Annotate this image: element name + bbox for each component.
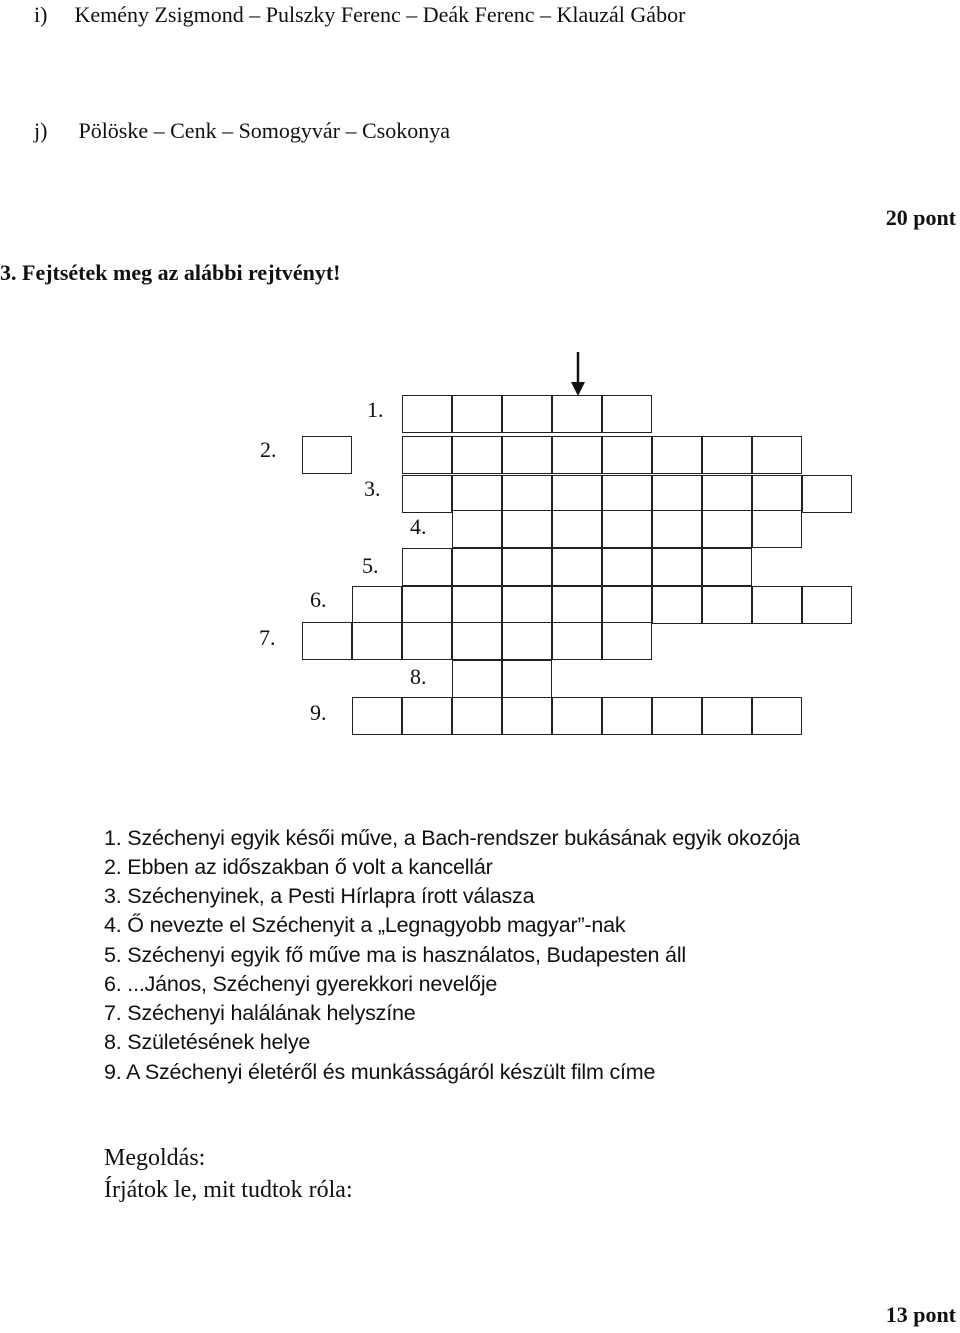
crossword-cell[interactable] xyxy=(602,475,652,513)
crossword-cell[interactable] xyxy=(602,510,652,548)
crossword-cell[interactable] xyxy=(402,395,452,433)
row-number-9: 9. xyxy=(310,700,327,725)
crossword-cell[interactable] xyxy=(452,510,502,548)
crossword-cell[interactable] xyxy=(602,622,652,660)
crossword-cell[interactable] xyxy=(702,697,752,735)
crossword-cell[interactable] xyxy=(452,660,502,698)
crossword-cell[interactable] xyxy=(402,622,452,660)
crossword-cell[interactable] xyxy=(652,548,702,586)
row-number-7: 7. xyxy=(259,625,276,650)
row-number-3: 3. xyxy=(364,476,381,501)
crossword-cell[interactable] xyxy=(452,697,502,735)
option-j xyxy=(34,118,450,144)
crossword-cell[interactable] xyxy=(502,586,552,624)
crossword-cell[interactable] xyxy=(802,475,852,513)
row-number-8: 8. xyxy=(410,664,427,689)
crossword-cell[interactable] xyxy=(652,697,702,735)
crossword-cell[interactable] xyxy=(552,622,602,660)
row-number-6: 6. xyxy=(310,587,327,612)
option-label: i) xyxy=(34,2,48,27)
crossword-cell[interactable] xyxy=(552,586,602,624)
crossword-cell[interactable] xyxy=(502,697,552,735)
crossword-cell[interactable] xyxy=(402,436,452,474)
crossword-cell[interactable] xyxy=(552,510,602,548)
crossword-cell[interactable] xyxy=(352,697,402,735)
crossword-cell[interactable] xyxy=(652,586,702,624)
crossword-cell[interactable] xyxy=(302,622,352,660)
crossword-cell[interactable] xyxy=(552,697,602,735)
crossword-cell[interactable] xyxy=(452,395,502,433)
down-arrow-icon xyxy=(566,350,590,400)
crossword-cell[interactable] xyxy=(652,436,702,474)
clue-1: 1. Széchenyi egyik késői műve, a Bach-rendszer bukásának egyik okozója xyxy=(104,826,800,850)
write-label: Írjátok le, mit tudtok róla: xyxy=(104,1177,353,1203)
clue-5: 5. Széchenyi egyik fő műve ma is használatos, Budapesten áll xyxy=(104,943,686,967)
points-label-top: 20 pont xyxy=(885,205,956,230)
crossword-cell[interactable] xyxy=(502,622,552,660)
crossword-cell[interactable] xyxy=(702,436,752,474)
crossword-cell[interactable] xyxy=(552,436,602,474)
crossword-cell[interactable] xyxy=(452,436,502,474)
crossword-cell[interactable] xyxy=(702,475,752,513)
crossword-cell[interactable] xyxy=(552,395,602,433)
crossword-cell[interactable] xyxy=(702,586,752,624)
clue-3: 3. Széchenyinek, a Pesti Hírlapra írott válasza xyxy=(104,884,535,908)
crossword-cell[interactable] xyxy=(702,510,752,548)
crossword-cell[interactable] xyxy=(802,586,852,624)
crossword-cell[interactable] xyxy=(502,510,552,548)
row-number-5: 5. xyxy=(362,553,379,578)
crossword-cell[interactable] xyxy=(402,697,452,735)
row-number-4: 4. xyxy=(410,514,427,539)
crossword-cell[interactable] xyxy=(552,548,602,586)
crossword-cell[interactable] xyxy=(502,475,552,513)
crossword-cell[interactable] xyxy=(602,586,652,624)
clue-6: 6. ...János, Széchenyi gyerekkori nevelője xyxy=(104,972,498,996)
crossword-cell[interactable] xyxy=(452,622,502,660)
row-number-1: 1. xyxy=(367,397,384,422)
crossword-cell[interactable] xyxy=(752,586,802,624)
task-title: 3. Fejtsétek meg az alábbi rejtvényt! xyxy=(0,260,341,285)
crossword-cell[interactable] xyxy=(552,475,602,513)
crossword-cell[interactable] xyxy=(352,586,402,624)
crossword-cell[interactable] xyxy=(502,660,552,698)
crossword-cell[interactable] xyxy=(402,548,452,586)
crossword-cell[interactable] xyxy=(602,548,652,586)
crossword-cell[interactable] xyxy=(402,586,452,624)
crossword-cell[interactable] xyxy=(752,510,802,548)
points-label-bottom: 13 pont xyxy=(885,1302,956,1327)
crossword-cell[interactable] xyxy=(752,475,802,513)
crossword-cell[interactable] xyxy=(602,697,652,735)
clue-7: 7. Széchenyi halálának helyszíne xyxy=(104,1001,416,1025)
solution-label: Megoldás: xyxy=(104,1145,206,1171)
clue-4: 4. Ő nevezte el Széchenyit a „Legnagyobb magyar”-nak xyxy=(104,913,626,937)
clue-2: 2. Ebben az időszakban ő volt a kancellár xyxy=(104,855,493,879)
crossword-cell[interactable] xyxy=(352,622,402,660)
crossword-cell[interactable] xyxy=(452,475,502,513)
crossword-cell[interactable] xyxy=(652,475,702,513)
clue-9: 9. A Széchenyi életéről és munkásságáról készült film címe xyxy=(104,1060,656,1084)
crossword-cell[interactable] xyxy=(502,395,552,433)
crossword-cell[interactable] xyxy=(452,548,502,586)
crossword-cell[interactable] xyxy=(752,697,802,735)
crossword-cell[interactable] xyxy=(502,548,552,586)
crossword-cell[interactable] xyxy=(752,436,802,474)
crossword-cell[interactable] xyxy=(402,475,452,513)
option-i xyxy=(34,2,685,28)
crossword-cell[interactable] xyxy=(502,436,552,474)
option-text: Pölöske – Cenk – Somogyvár – Csokonya xyxy=(78,118,451,143)
crossword-cell[interactable] xyxy=(452,586,502,624)
crossword-cell[interactable] xyxy=(652,510,702,548)
option-text: Kemény Zsigmond – Pulszky Ferenc – Deák Ferenc – Klauzál Gábor xyxy=(74,2,686,27)
crossword-cell[interactable] xyxy=(302,436,352,474)
row-number-2: 2. xyxy=(260,437,277,462)
clue-8: 8. Születésének helye xyxy=(104,1030,311,1054)
crossword-cell[interactable] xyxy=(702,548,752,586)
crossword-cell[interactable] xyxy=(602,436,652,474)
option-label: j) xyxy=(34,118,48,143)
crossword-cell[interactable] xyxy=(602,395,652,433)
